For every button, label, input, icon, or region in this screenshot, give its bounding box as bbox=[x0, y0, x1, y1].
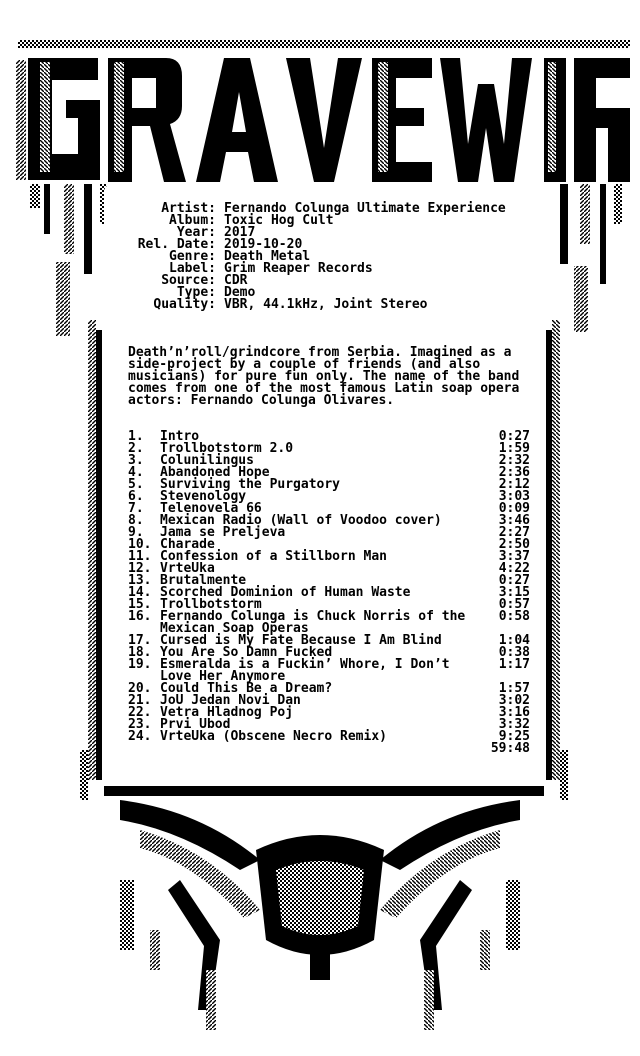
spider-ornament bbox=[104, 786, 544, 1030]
track-title: Brutalmente bbox=[160, 573, 247, 588]
track-number: 7. bbox=[128, 501, 144, 516]
track-duration: 3:15 bbox=[498, 585, 530, 600]
info-label: Quality: bbox=[153, 297, 216, 312]
info-value: Grim Reaper Records bbox=[224, 261, 373, 276]
track-duration: 0:27 bbox=[498, 573, 530, 588]
track-duration: 0:27 bbox=[498, 429, 530, 444]
band-logo bbox=[16, 40, 630, 182]
info-label: Type: bbox=[176, 285, 216, 300]
track-row bbox=[128, 731, 530, 743]
track-duration: 0:09 bbox=[498, 501, 530, 516]
track-number: 9. bbox=[128, 525, 144, 540]
track-title: Fernando Colunga is Chuck Norris of the Mexican Soap Operas bbox=[160, 609, 466, 636]
info-label: Genre: bbox=[169, 249, 216, 264]
track-number: 4. bbox=[128, 465, 144, 480]
track-number: 15. bbox=[128, 597, 152, 612]
track-duration: 2:12 bbox=[498, 477, 530, 492]
track-title: Abandoned Hope bbox=[160, 465, 270, 480]
track-duration: 1:17 bbox=[498, 657, 530, 672]
info-value: Demo bbox=[224, 285, 256, 300]
track-title: Jama se Preljeva bbox=[160, 525, 286, 540]
track-duration: 3:16 bbox=[498, 705, 530, 720]
track-number: 2. bbox=[128, 441, 144, 456]
track-number: 20. bbox=[128, 681, 152, 696]
track-number: 13. bbox=[128, 573, 152, 588]
info-label: Rel. Date: bbox=[137, 237, 216, 252]
release-info bbox=[128, 203, 506, 311]
track-duration: 2:36 bbox=[498, 465, 530, 480]
track-duration: 0:38 bbox=[498, 645, 530, 660]
track-duration: 3:02 bbox=[498, 693, 530, 708]
track-title: Cursed is My Fate Because I Am Blind bbox=[160, 633, 442, 648]
track-duration: 3:03 bbox=[498, 489, 530, 504]
track-duration: 2:32 bbox=[498, 453, 530, 468]
track-title: Colunilingus bbox=[160, 453, 254, 468]
info-label: Source: bbox=[161, 273, 216, 288]
total-running-time: 59:48 bbox=[490, 741, 530, 756]
track-title: Prvi Ubod bbox=[160, 717, 231, 732]
info-label: Year: bbox=[176, 225, 216, 240]
info-label: Artist: bbox=[161, 201, 216, 216]
track-duration: 3:37 bbox=[498, 549, 530, 564]
track-duration: 1:59 bbox=[498, 441, 530, 456]
track-title: Telenovela 66 bbox=[160, 501, 262, 516]
track-number: 11. bbox=[128, 549, 152, 564]
track-duration: 3:32 bbox=[498, 717, 530, 732]
track-title: Esmeralda is a Fuckin’ Whore, I Don’t Love Her Anymore bbox=[160, 657, 450, 684]
track-number: 12. bbox=[128, 561, 152, 576]
track-title: You Are So Damn Fucked bbox=[160, 645, 333, 660]
track-number: 8. bbox=[128, 513, 144, 528]
track-title: Trollbotstorm 2.0 bbox=[160, 441, 294, 456]
track-duration: 2:50 bbox=[498, 537, 530, 552]
track-number: 10. bbox=[128, 537, 152, 552]
track-row bbox=[128, 659, 530, 683]
track-title: Mexican Radio (Wall of Voodoo cover) bbox=[160, 513, 442, 528]
info-value: Toxic Hog Cult bbox=[224, 213, 334, 228]
track-duration: 1:57 bbox=[498, 681, 530, 696]
track-title: Charade bbox=[160, 537, 215, 552]
track-title: Vetra Hladnog Poj bbox=[160, 705, 294, 720]
track-duration: 0:57 bbox=[498, 597, 530, 612]
track-title: VrteUka (Obscene Necro Remix) bbox=[160, 729, 387, 744]
info-label: Album: bbox=[169, 213, 216, 228]
track-duration: 4:22 bbox=[498, 561, 530, 576]
track-duration: 0:58 bbox=[498, 609, 530, 624]
track-number: 21. bbox=[128, 693, 152, 708]
tracklist bbox=[128, 431, 530, 743]
track-row bbox=[128, 611, 530, 635]
track-number: 17. bbox=[128, 633, 152, 648]
track-title: Confession of a Stillborn Man bbox=[160, 549, 387, 564]
track-title: Intro bbox=[160, 429, 200, 444]
info-value: 2019-10-20 bbox=[224, 237, 303, 252]
track-number: 19. bbox=[128, 657, 152, 672]
track-title: Scorched Dominion of Human Waste bbox=[160, 585, 411, 600]
track-duration: 9:25 bbox=[498, 729, 530, 744]
track-title: Trollbotstorm bbox=[160, 597, 262, 612]
info-value: CDR bbox=[224, 273, 248, 288]
track-number: 6. bbox=[128, 489, 144, 504]
info-label: Label: bbox=[169, 261, 216, 276]
track-number: 14. bbox=[128, 585, 152, 600]
track-number: 23. bbox=[128, 717, 152, 732]
track-title: VrteUka bbox=[160, 561, 215, 576]
info-value: Fernando Colunga Ultimate Experience bbox=[224, 201, 506, 216]
info-row bbox=[128, 299, 506, 311]
info-value: VBR, 44.1kHz, Joint Stereo bbox=[224, 297, 428, 312]
info-value: 2017 bbox=[224, 225, 256, 240]
info-value: Death Metal bbox=[224, 249, 311, 264]
track-number: 16. bbox=[128, 609, 152, 624]
track-number: 22. bbox=[128, 705, 152, 720]
track-title: JoU Jedan Novi Dan bbox=[160, 693, 301, 708]
track-title: Could This Be a Dream? bbox=[160, 681, 333, 696]
track-number: 1. bbox=[128, 429, 144, 444]
track-duration: 3:46 bbox=[498, 513, 530, 528]
track-title: Stevenology bbox=[160, 489, 247, 504]
track-number: 3. bbox=[128, 453, 144, 468]
track-duration: 1:04 bbox=[498, 633, 530, 648]
track-duration: 2:27 bbox=[498, 525, 530, 540]
track-title: Surviving the Purgatory bbox=[160, 477, 341, 492]
track-number: 24. bbox=[128, 729, 152, 744]
track-number: 5. bbox=[128, 477, 144, 492]
release-description: Death’n’roll/grindcore from Serbia. Imagined as a side-project by a couple of friends (and also musicians) for pure fun only. The name of the band comes from one of the most famous Latin soap opera actors: Fernando Colunga Olivares. bbox=[128, 345, 520, 408]
track-number: 18. bbox=[128, 645, 152, 660]
